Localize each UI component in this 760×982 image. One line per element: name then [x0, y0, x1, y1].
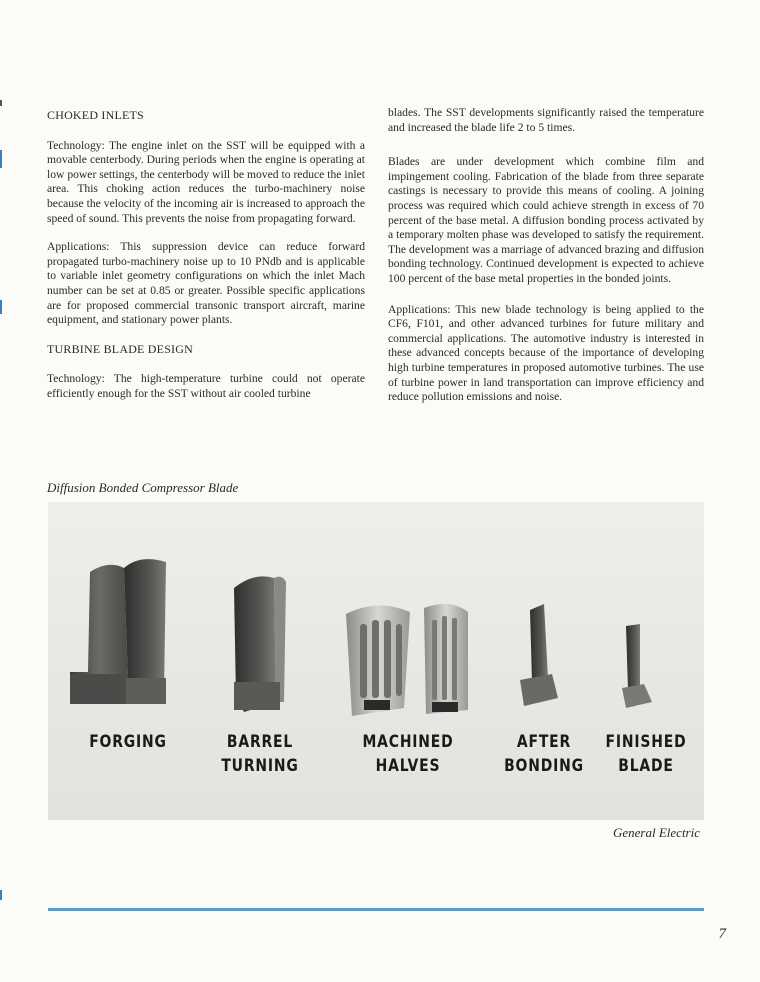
label-forging	[87, 730, 169, 754]
label-line: TURNING	[221, 756, 299, 776]
left-column	[47, 108, 365, 416]
margin-mark	[0, 300, 2, 314]
after-bonding-blade	[520, 604, 558, 706]
paragraph: Blades are under development which combine film and impingement cooling. Fabrication of the blade from three separate castings is necessary to provide this means of cooling. A joining process was required which could achieve strength in excess of 70 percent of the base metal. A diffusion bonding process activated by a temporary molten phase was developed to satisfy the requirement. The development was a marriage of advanced brazing and diffusion bonding technology. Continued development is expected to achieve 100 percent of the base metal properties in the bonded joints.	[388, 155, 704, 285]
margin-mark	[0, 890, 2, 900]
label-finished-blade	[602, 730, 691, 778]
footer-rule	[48, 908, 704, 911]
section-heading-turbine-blade-design: TURBINE BLADE DESIGN	[47, 341, 193, 356]
paragraph: Applications: This new blade technology is being applied to the CF6, F101, and other advanced turbines for future military and commercial applications. The automotive industry is interested in these advanced concepts because of the importance of developing high turbine temperatures in proposed automotive turbines. The use of turbine power in land transportation can improve efficiency and reduce pollution emissions and noise.	[388, 302, 704, 404]
label-line: MACHINED	[362, 732, 454, 752]
label-line: BLADE	[618, 756, 674, 776]
right-column	[388, 106, 704, 419]
label-barrel-turning	[219, 730, 301, 778]
margin-mark	[0, 150, 2, 168]
margin-mark	[0, 100, 2, 106]
label-line: BONDING	[504, 756, 584, 776]
label-after-bonding	[496, 730, 591, 778]
label-line: AFTER	[516, 732, 572, 752]
label-machined-halves	[357, 730, 459, 778]
machined-halves	[346, 604, 468, 716]
paragraph: Applications: This suppression device can reduce forward propagated turbo-machinery noise up to 10 PNdb and is applicable to variable inlet geometry configurations on which the inlet Mach number can be set at 0.85 or greater. Possible specific applications are for proposed commercial transonic transport aircraft, marine equipment, and stationary power plants.	[47, 240, 365, 327]
barrel-turning-blade	[234, 576, 286, 712]
figure-photo	[48, 502, 704, 820]
section-heading-choked-inlets: CHOKED INLETS	[47, 108, 144, 122]
label-line: FINISHED	[605, 732, 687, 752]
paragraph: Technology: The high-temperature turbine could not operate efficiently enough for the SST without air cooled turbine	[47, 372, 365, 400]
finished-blade	[622, 624, 652, 708]
figure-caption: Diffusion Bonded Compressor Blade	[47, 480, 239, 495]
label-line: HALVES	[375, 756, 441, 776]
page-number: 7	[718, 926, 726, 942]
photo-credit: General Electric	[613, 825, 700, 840]
paragraph: Technology: The engine inlet on the SST will be equipped with a movable centerbody. During periods when the engine is operating at low power settings, the centerbody will be moved to reduce the inlet area. This choking action reduces the turbo-machinery noise because the velocity of the incoming air is increased to approach the speed of sound. This prevents the noise from propagating forward.	[47, 138, 365, 225]
paragraph: blades. The SST developments significantly raised the temperature and increased the blade life 2 to 5 times.	[388, 106, 704, 134]
label-line: BARREL	[226, 732, 294, 752]
forging-blade	[70, 559, 166, 704]
label-line: FORGING	[89, 732, 167, 752]
